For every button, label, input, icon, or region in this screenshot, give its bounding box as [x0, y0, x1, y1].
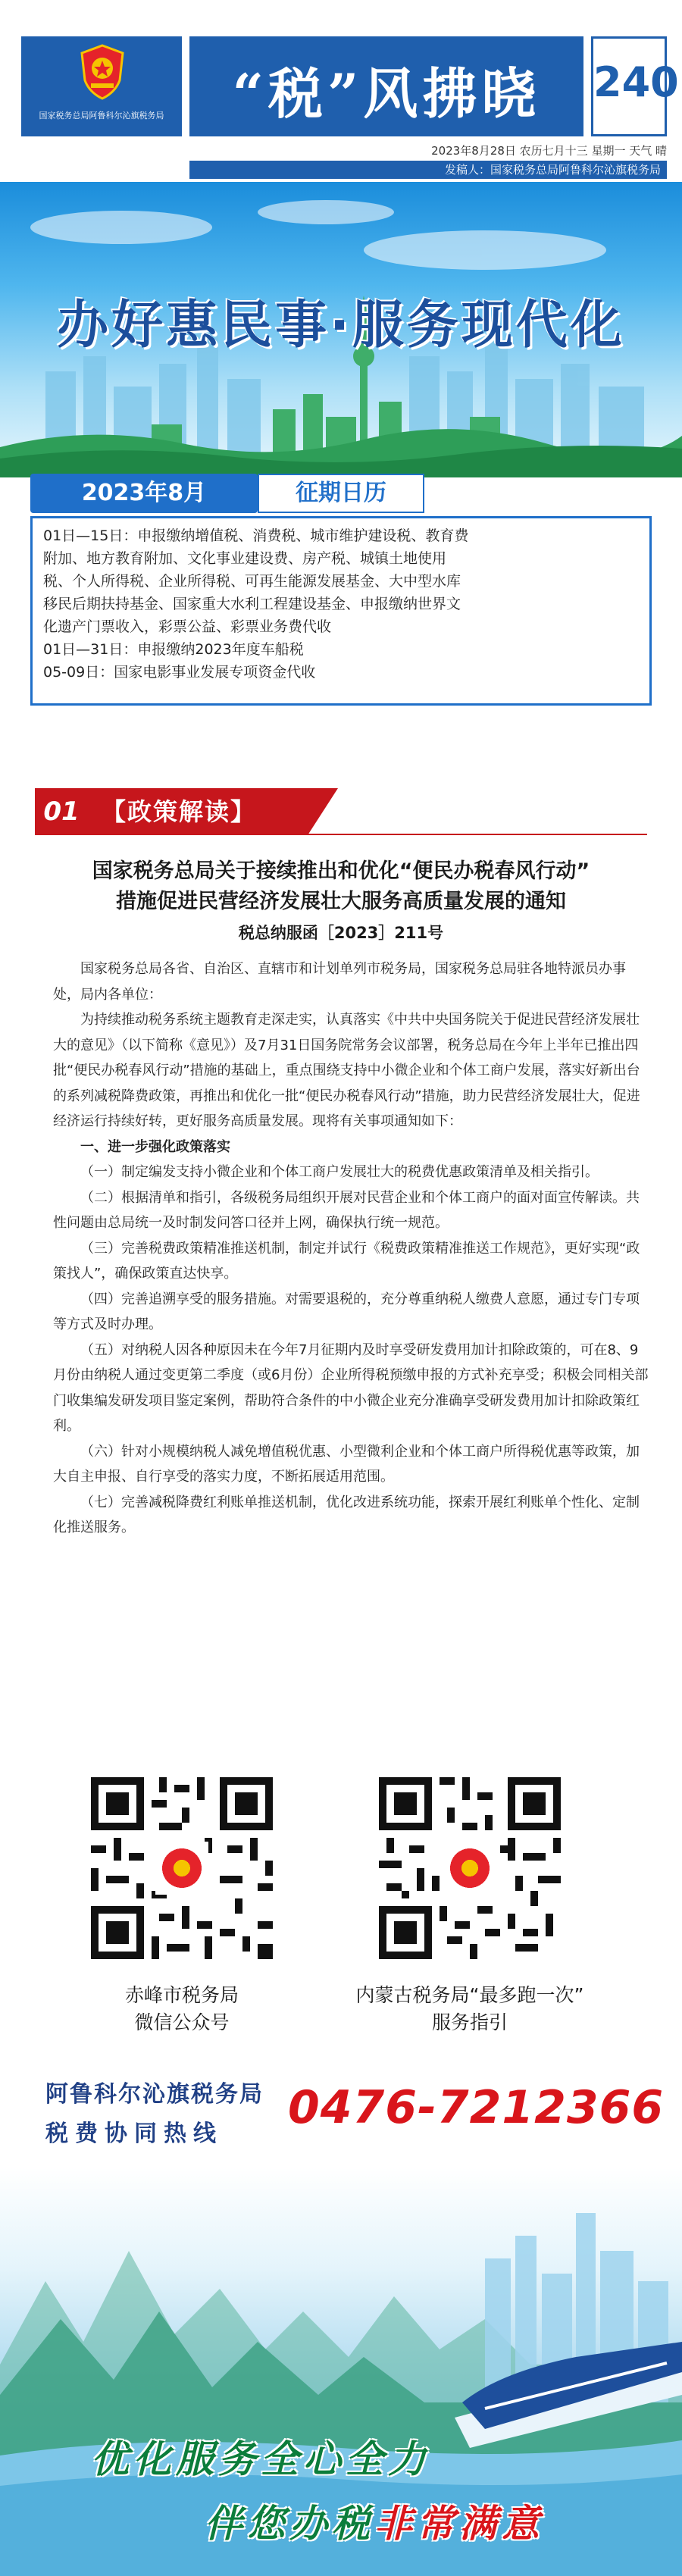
- newsletter-title-box: [189, 36, 583, 136]
- notice-subhead: 一、进一步强化政策落实: [80, 1138, 230, 1155]
- calendar-content: [30, 516, 652, 706]
- hotline-label: 税费协同热线: [45, 2121, 223, 2147]
- calendar-month-label: 2023年8月: [30, 474, 258, 513]
- notice-title-line: 国家税务总局关于接续推出和优化“便民办税春风行动”: [92, 859, 590, 883]
- calendar-line: 附加、地方教育附加、文化事业建设费、房产税、城镇土地使用: [43, 550, 447, 567]
- notice-body: [53, 956, 652, 1541]
- issue-number: 240: [593, 58, 679, 106]
- notice-title: [30, 856, 652, 917]
- qr-caption-inner-mongolia: [341, 1982, 599, 2036]
- hotline-office: 阿鲁科尔沁旗税务局: [45, 2081, 264, 2108]
- footer-scene: [0, 2168, 682, 2576]
- footer-slogan-1: 优化服务全心全力: [91, 2437, 430, 2481]
- emblem-caption: 国家税务总局阿鲁科尔沁旗税务局: [39, 111, 164, 121]
- section-number: 01: [35, 788, 88, 835]
- hotline-phone[interactable]: 0476-7212366: [288, 2081, 665, 2134]
- qr-code-inner-mongolia[interactable]: [371, 1770, 568, 1967]
- footer-slogan-2-pre: 伴您办税: [205, 2502, 374, 2546]
- newsletter-title: “税”风拂晓: [232, 61, 541, 126]
- section-header: [35, 788, 361, 835]
- notice-item: （二）根据清单和指引，各级税务局组织开展对民营企业和个体工商户的面对面宣传解读。共性问题由总局统一及时制发问答口径并上网，确保执行统一规范。: [53, 1189, 640, 1231]
- qr-code-icon: [83, 1770, 280, 1967]
- calendar-line: 移民后期扶持基金、国家重大水利工程建设基金、申报缴纳世界文: [43, 596, 461, 612]
- notice-intro: 为持续推动税务系统主题教育走深走实，认真落实《中共中央国务院关于促进民营经济发展壮大的意见》（以下简称《意见》）及7月31日国务院常务会议部署，税务总局在今年上半年已推出四批“便民办税春风行动”措施的基础上，重点围绕支持中小微企业和个体工商户发展，落实好新出台的系列减税降费政策，再推出和优化一批“便民办税春风行动”措施，助力民营经济发展壮大，促进经济运行持续好转，更好服务高质量发展。现将有关事项通知如下：: [53, 1012, 640, 1129]
- section-header-tail: [308, 788, 338, 835]
- date-line: 2023年8月28日 农历七月十三 星期一 天气 晴: [431, 144, 667, 158]
- issue-box: [591, 36, 679, 136]
- masthead: [0, 0, 682, 182]
- publisher-line: 发稿人：国家税务总局阿鲁科尔沁旗税务局: [189, 161, 667, 179]
- notice-salutation: 国家税务总局各省、自治区、直辖市和计划单列市税务局，国家税务总局驻各地特派员办事处，局内各单位：: [53, 961, 626, 1003]
- notice-title-line: 措施促进民营经济发展壮大服务高质量发展的通知: [116, 890, 566, 913]
- notice-item: （七）完善减税降费红利账单推送机制，优化改进系统功能，探索开展红利账单个性化、定制化推送服务。: [53, 1494, 640, 1535]
- calendar-line: 化遗产门票收入，彩票公益、彩票业务费代收: [43, 618, 332, 635]
- qr-caption-line: 服务指引: [431, 2011, 508, 2033]
- calendar-title: 征期日历: [258, 474, 424, 513]
- qr-caption-line: 内蒙古税务局“最多跑一次”: [355, 1984, 584, 2006]
- notice-item: （六）针对小规模纳税人减免增值税优惠、小型微利企业和个体工商户所得税优惠等政策，加大自主申报、自行享受的落实力度，不断拓展适用范围。: [53, 1443, 640, 1485]
- notice-item: （五）对纳税人因各种原因未在今年7月征期内及时享受研发费用加计扣除政策的，可在8、9月份由纳税人通过变更第二季度（或6月份）企业所得税预缴申报的方式补充享受；积极会同相关部门收集编发研发项目鉴定案例，帮助符合条件的中小微企业充分准确享受研发费用加计扣除政策红利。: [53, 1341, 649, 1434]
- calendar-line: 05-09日：国家电影事业发展专项资金代收: [43, 664, 316, 681]
- footer-slogan-2-highlight: 非常满意: [374, 2502, 544, 2546]
- section-label: 【政策解读】: [88, 788, 308, 835]
- notice-item: （一）制定编发支持小微企业和个体工商户发展壮大的税费优惠政策清单及相关指引。: [80, 1164, 599, 1180]
- hero-banner: [0, 182, 682, 477]
- tax-emblem-icon: [76, 42, 129, 102]
- emblem-box: [21, 36, 182, 136]
- notice-item: （三）完善税费政策精准推送机制，制定并试行《税费政策精准推送工作规范》，更好实现“政策找人”，确保政策直达快享。: [53, 1240, 640, 1282]
- footer-slogan-2: [205, 2493, 674, 2548]
- calendar-line: 01日—15日：申报缴纳增值税、消费税、城市维护建设税、教育费: [43, 527, 469, 544]
- banner-slogan: 办好惠民事·服务现代化: [57, 296, 625, 355]
- calendar-tabs: [30, 474, 652, 516]
- qr-code-icon: [371, 1770, 568, 1967]
- qr-caption-line: 微信公众号: [134, 2011, 230, 2033]
- qr-caption-chifeng: [53, 1982, 311, 2036]
- notice-item: （四）完善追溯享受的服务措施。对需要退税的，充分尊重纳税人缴费人意愿，通过专门专项等方式及时办理。: [53, 1291, 640, 1332]
- document-reference: 税总纳服函［2023］211号: [238, 924, 444, 942]
- qr-caption-line: 赤峰市税务局: [124, 1984, 239, 2006]
- qr-code-chifeng[interactable]: [83, 1770, 280, 1967]
- section-divider: [35, 834, 647, 835]
- calendar-line: 01日—31日：申报缴纳2023年度车船税: [43, 641, 304, 658]
- tax-calendar: [15, 474, 667, 709]
- calendar-line: 税、个人所得税、企业所得税、可再生能源发展基金、大中型水库: [43, 573, 461, 590]
